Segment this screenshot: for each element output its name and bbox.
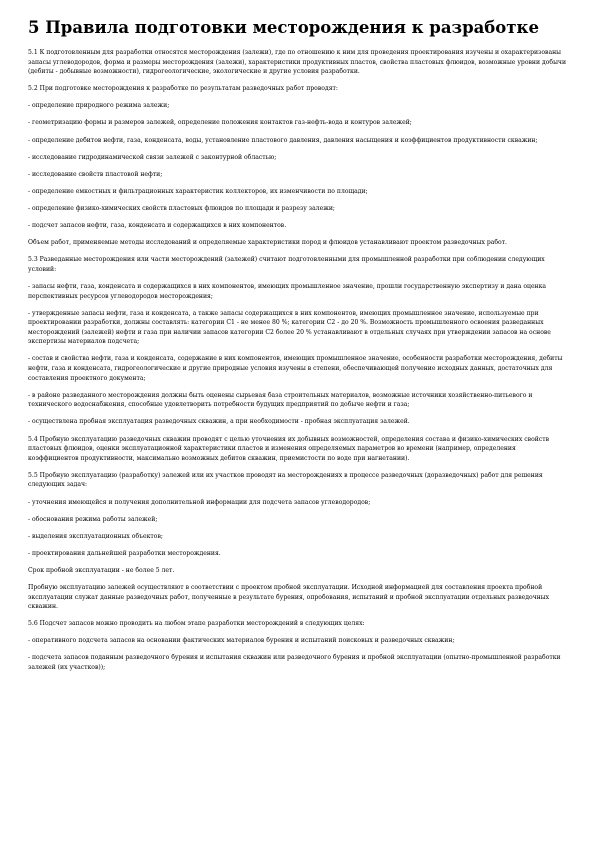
paragraph: 5.6 Подсчет запасов можно проводить на любом этапе разработки месторождений в следующих целях: <box>28 620 365 628</box>
list-item: - геометризацию формы и размеров залежей, определение положения контактов газ-нефть-вода и контуров залежей; <box>28 119 412 127</box>
list-item: - проектирования дальнейшей разработки месторождения. <box>28 549 221 557</box>
paragraph: 5.2 При подготовке месторождения к разработке по результатам разведочных работ проводят: <box>28 85 338 93</box>
paragraph: 5.3 Разведанные месторождения или части месторождений (залежей) считают подготовленными для промышленной разработки при соблюдении следующих условий: <box>28 256 545 273</box>
paragraph: Пробную эксплуатацию залежей осуществляют в соответствии с проектом пробной эксплуатации. Исходной информацией для составления проекта пробной эксплуатации служат данные разведочных работ, полученные в результате бурения, опробования, испытаний и пробной эксплуатации отдельных разведочных скважин. <box>28 583 550 611</box>
document-body <box>28 48 567 673</box>
page-title: 5 Правила подготовки месторождения к разработке <box>28 18 539 37</box>
list-item: - выделения эксплуатационных объектов; <box>28 532 163 540</box>
list-item: - уточнения имеющейся и получения дополнительной информации для подсчета запасов углеводородов; <box>28 498 371 506</box>
list-item: - определение природного режима залежи; <box>28 102 170 110</box>
list-item: - подсчета запасов поданным разведочного бурения и испытания скважин или разведочного бурения и пробной эксплуатации (опытно-промышленной разработки залежей (их участков)); <box>28 654 561 672</box>
list-item: - в районе разведанного месторождения должны быть оценены сырьевая база строительных материалов, возможные источники хозяйственно-питьевого и технического водоснабжения, способные удовлетворить потребности будущих предприятий по добыче нефти и газа; <box>28 391 533 409</box>
paragraph: 5.5 Пробную эксплуатацию (разработку) залежей или их участков проводят на месторождениях в процессе разведочных (доразведочных) работ для решения следующих задач: <box>28 471 543 489</box>
list-item: - определение физико-химических свойств пластовых флюидов по площади и разрезу залежи; <box>28 204 335 212</box>
list-item: - исследование гидродинамической связи залежей с законтурной областью; <box>28 153 277 161</box>
list-item: - запасы нефти, газа, конденсата и содержащихся в них компонентов, имеющих промышленное значение, прошли государственную экспертизу и дана оценка перспективных ресурсов углеводородов месторождения; <box>28 282 547 300</box>
paragraph: Объем работ, применяемые методы исследований и определяемые характеристики пород и флюидов устанавливают проектом разведочных работ. <box>28 239 507 247</box>
list-item: - осуществлена пробная эксплуатация разведочных скважин, а при необходимости - пробная эксплуатация залежей. <box>28 418 410 426</box>
list-item: - определение емкостных и фильтрационных характеристик коллекторов, их изменчивости по площади; <box>28 187 368 195</box>
list-item: - утвержденные запасы нефти, газа и конденсата, а также запасы содержащихся в них компонентов, имеющих промышленное значение, используемые при проектировании разработки, должны составлять: категории С1 - не менее 80 %; категории С2 - до 20 %. Возможность промышленного освоения разведанных месторождений (залежей) нефти и газа при наличии запасов категории С2 более 20 % устанавливают в отдельных случаях при утверждении запасов на основе экспертизы материалов подсчета; <box>28 309 551 346</box>
list-item: - подсчет запасов нефти, газа, конденсата и содержащихся в них компонентов. <box>28 222 287 230</box>
paragraph: Срок пробной эксплуатации - не более 5 лет. <box>28 566 175 574</box>
paragraph: 5.4 Пробную эксплуатацию разведочных скважин проводят с целью уточнения их добывных возможностей, определения состава и физико-химических свойств пластовых флюидов, оценки эксплуатационной характеристики пластов и изменения определяемых параметров во времени (например, определения коэффициентов продуктивности, максимально возможных дебитов скважин, приемистости по воде при нагнетании). <box>28 435 550 462</box>
list-item: - состав и свойства нефти, газа и конденсата, содержание в них компонентов, имеющих промышленное значение, особенности разработки месторождения, дебиты нефти, газа и конденсата, гидрогеологические и другие природные условия изучены в степени, обеспечивающей получение исходных данных, достаточных для составления проектного документа; <box>28 355 563 382</box>
list-item: - оперативного подсчета запасов на основании фактических материалов бурения и испытаний поисковых и разведочных скважин; <box>28 637 455 645</box>
list-item: - обоснования режима работы залежей; <box>28 515 158 523</box>
list-item: - определение дебитов нефти, газа, конденсата, воды, установление пластового давления, давления насыщения и коэффициентов продуктивности скважин; <box>28 136 538 144</box>
list-item: - исследование свойств пластовой нефти; <box>28 170 163 178</box>
paragraph: 5.1 К подготовленным для разработки относятся месторождения (залежи), где по отношению к ним для проведения проектирования изучены и охарактеризованы запасы углеводородов, форма и размеры месторождения (залежи), характеристики продуктивных пластов, свойства пластовых флюидов, возможные уровни добычи (дебиты - добывные возможности), гидрогеологические, экологические и другие условия разработки. <box>28 49 567 76</box>
